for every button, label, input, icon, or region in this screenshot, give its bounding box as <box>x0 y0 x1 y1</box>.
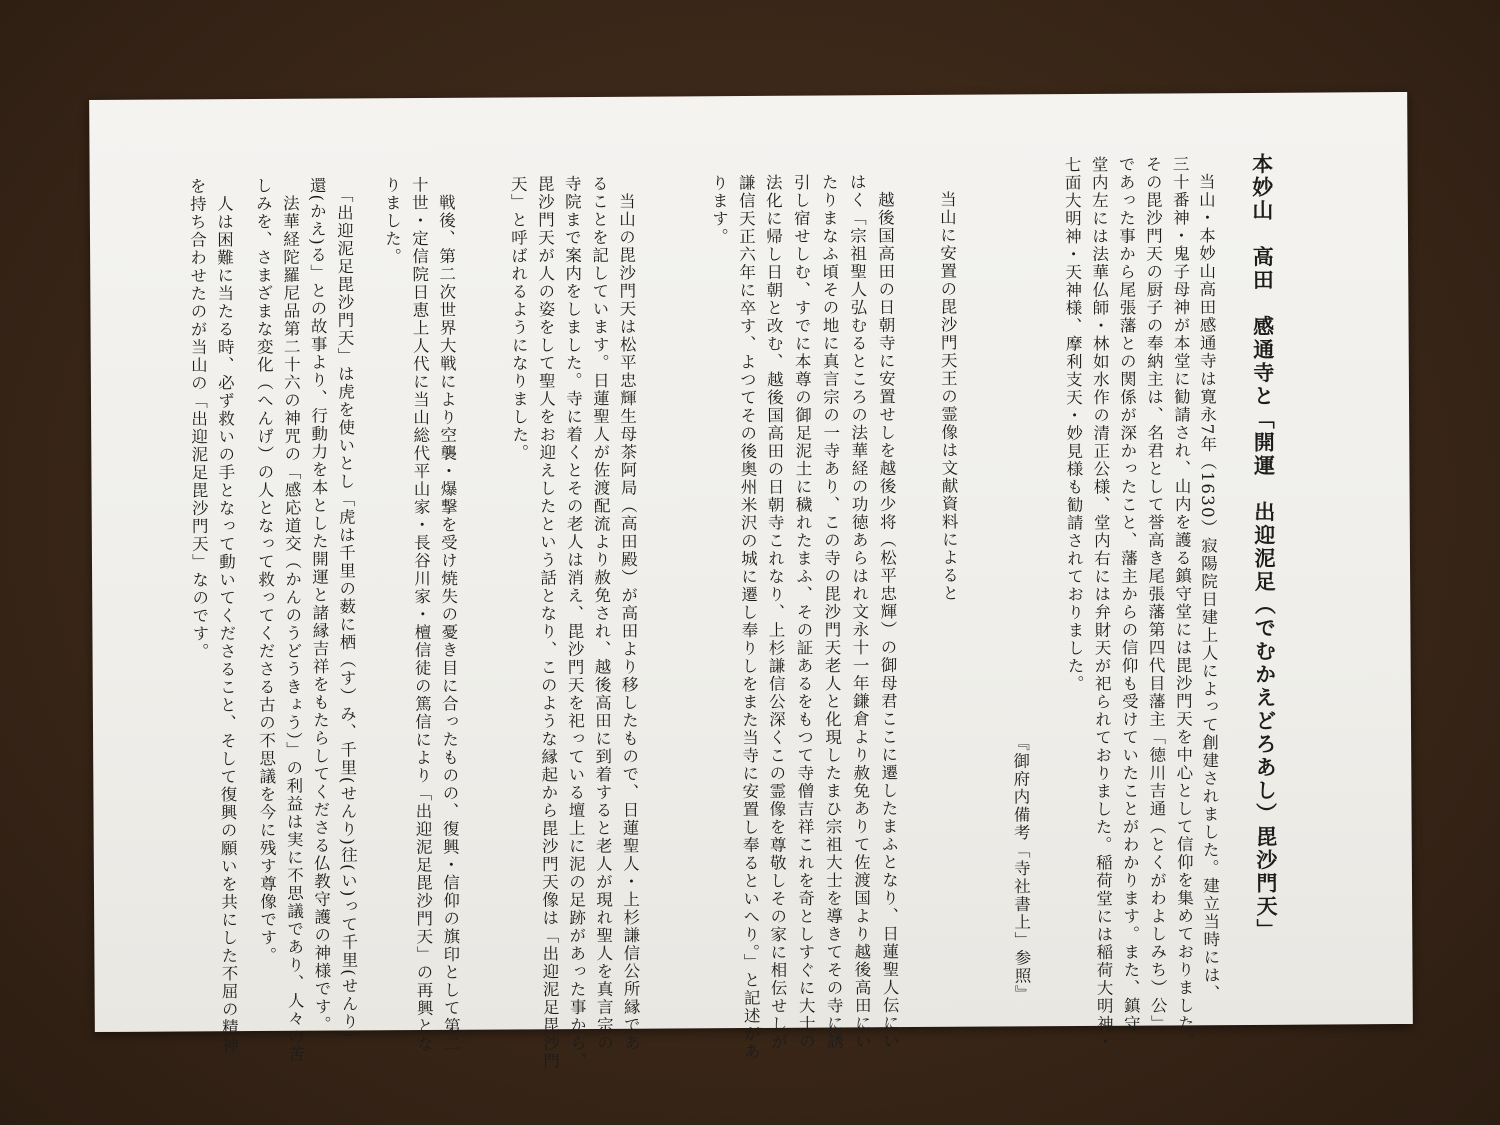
paragraph-4-line-3: りました。 <box>382 176 402 266</box>
document-title: 本妙山 高田 感通寺と「開運 出迎泥足（でむかえどろあし）毘沙門天」 <box>1249 152 1280 942</box>
paragraph-3-line-4: 毘沙門天が人の姿をして聖人をお迎えしたという話となり、このような縁起から毘沙門天像は「出迎泥足毘沙門 <box>535 175 560 1071</box>
paragraph-5-line-1: 「出迎泥足毘沙門天」は虎を使いとし「虎は千里の薮に栖（す）み、千里(せんり)往(い)って千里(せんり) <box>334 176 359 1039</box>
paragraph-2-line-1: 当山に安置の毘沙門天王の霊像は文献資料によると <box>937 172 959 603</box>
paragraph-3-line-2: ることを記しています。日蓮聖人が佐渡配流より赦免され、越後高田に到着すると老人が現れ聖人を真言宗の <box>589 174 614 1053</box>
paragraph-2-line-7: 謙信天正六年に卒す、よつてその後奥州米沢の城に遷し奉りしをまた当寺に安置し奉るといへり。」と記述があ <box>736 173 761 1061</box>
paragraph-2-line-8: ります。 <box>709 174 729 246</box>
paragraph-5-line-5: 人は困難に当たる時、必ず救いの手となって動いてくださること、そして復興の願いを共にした不屈の精神 <box>214 177 239 1055</box>
paragraph-3-line-5: 天」と呼ばれるようになりました。 <box>508 175 529 462</box>
paragraph-2-line-4: たりまなふ頃その地に真言宗の一寺あり、この寺の毘沙門天老人と化現したまひ宗祖大士を導きてその寺に誘 <box>819 173 844 1051</box>
paragraph-2-line-3: はく「宗祖聖人弘むるところの法華経の功徳あらはれ文永十一年鎌倉より赦免ありて佐渡国より越後高田にい <box>847 173 872 1051</box>
paragraph-1-line-5: 堂内左には法華仏師・林如水作の清正公様、堂内右には弁財天が祀られておりました。稲荷堂には稲荷大明神・ <box>1089 155 1114 1051</box>
paragraph-1-line-2: 三十番神・鬼子母神が本堂に勧請され、山内を護る鎮守堂には毘沙門天を中心として信仰を集めておりました。 <box>1170 155 1195 1051</box>
paragraph-5-line-4: しみを、さまざまな変化（へんげ）の人となって救ってくださる古の不思議を今に残す尊像です。 <box>253 176 277 965</box>
printed-notice-sheet <box>89 92 1413 1071</box>
paragraph-4-line-2: 十世・定信院日恵上人代に当山総代平山家・長谷川家・檀信徒の篤信により「出迎泥足毘沙門天」の再興とな <box>409 175 434 1054</box>
citation: 『御府内備考「寺社書上」参照』 <box>1010 734 1032 1003</box>
paragraph-5-line-6: を持ち合わせたのが当山の「出迎泥足毘沙門天」なのです。 <box>187 177 210 661</box>
paragraph-5-line-3: 法華経陀羅尼品第二十六の神咒の「感応道交（かんのうどうきょう）」の利益は実に不思議であり、人々の苦 <box>280 176 305 1064</box>
paragraph-1-line-1: 当山・本妙山高田感通寺は寛永7年（1630）寂陽院日建上人によって創建されました。建立当時には、 <box>1196 155 1221 1003</box>
paragraph-2-line-2: 越後国高田の日朝寺に安置せしを越後少将（松平忠輝）の御母君ここに遷したまふとなり、日蓮聖人伝にい <box>875 173 900 1051</box>
paragraph-3-line-1: 当山の毘沙門天は松平忠輝生母茶阿局（高田殿）が高田より移したもので、日蓮聖人・上杉謙信公所縁であ <box>616 174 641 1052</box>
paragraph-5-line-2: 還(かえ)る」との故事より、行動力を本とした開運と諸縁吉祥をもたらしてくださる仏教守護の神様です。 <box>307 176 332 1034</box>
paragraph-3-line-3: 寺院まで案内をしました。寺に着くとその老人は消え、毘沙門天を祀っている壇上に泥の足跡があった事から、 <box>562 175 587 1071</box>
paragraph-4-line-1: 戦後、第二次世界大戦により空襲・爆撃を受け焼失の憂き目に合ったものの、復興・信仰の旗印として第二 <box>436 175 461 1054</box>
paragraph-1-line-6: 七面大明神・天神様、摩利支天・妙見様も勧請されておりました。 <box>1062 155 1085 694</box>
paragraph-1-line-4: であった事から尾張藩との関係が深かったこと、藩主からの信仰も受けていたことがわかります。また、鎮守 <box>1116 155 1141 1033</box>
paragraph-2-line-6: 法化に帰し日朝と改む、越後国高田の日朝寺これなり、上杉謙信公深くこの霊像を尊敬しその家に相伝せしが <box>763 173 788 1052</box>
paragraph-2-line-5: 引し宿せしむ、すでに本尊の御足泥土に穢れたまふ、その証あるをもつて寺僧吉祥これを奇としすぐに大士の <box>791 173 816 1051</box>
paragraph-1-line-3: その毘沙門天の厨子の奉納主は、名君として誉高き尾張藩第四代目藩主「徳川吉通（とくがわよしみち）公」 <box>1143 155 1168 1033</box>
